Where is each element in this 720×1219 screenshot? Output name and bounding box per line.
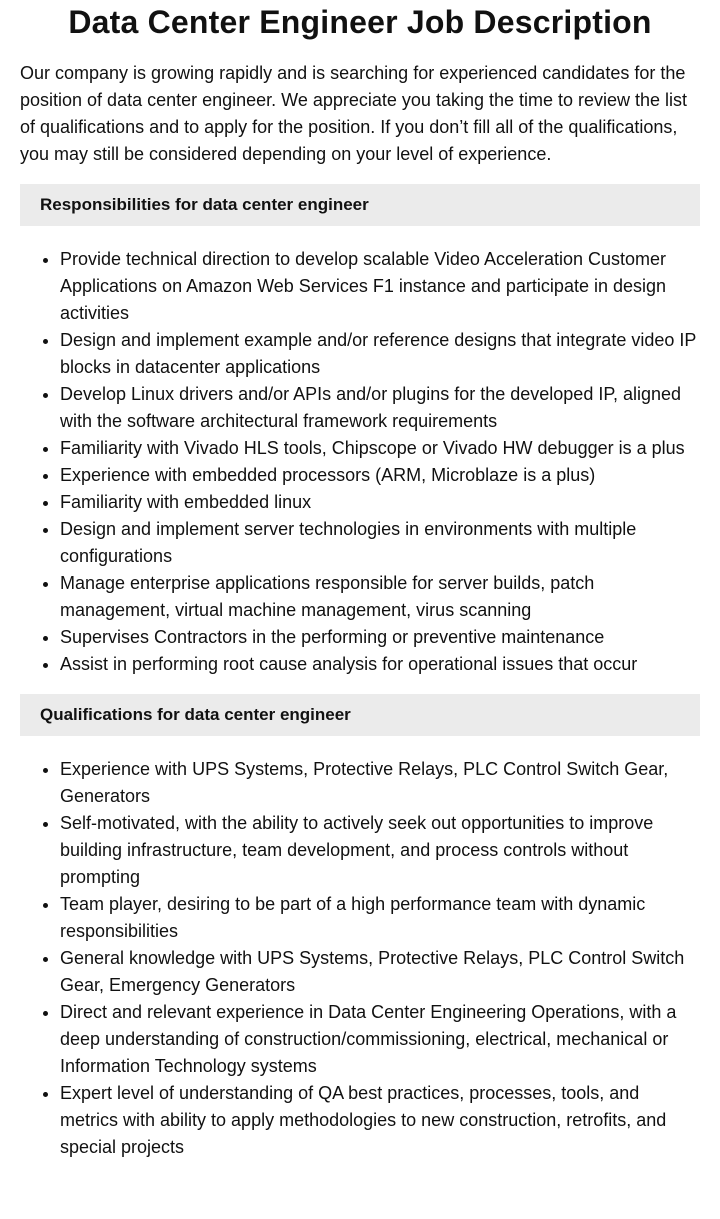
list-item: • General knowledge with UPS Systems, Protective Relays, PLC Control Switch Gear, Emergency Generators [60,945,700,999]
qualifications-list [20,756,700,1161]
list-item: • Assist in performing root cause analysis for operational issues that occur [60,651,700,678]
qualifications-heading: Qualifications for data center engineer [20,694,700,736]
list-item: • Experience with UPS Systems, Protective Relays, PLC Control Switch Gear, Generators [60,756,700,810]
page-title: Data Center Engineer Job Description [68,4,652,40]
list-item: • Design and implement server technologies in environments with multiple configurations [60,516,700,570]
list-item: • Familiarity with embedded linux [60,489,700,516]
responsibilities-list [20,246,700,678]
list-item: • Develop Linux drivers and/or APIs and/or plugins for the developed IP, aligned with the software architectural framework requirements [60,381,700,435]
responsibilities-heading: Responsibilities for data center engineer [20,184,700,226]
list-item: • Experience with embedded processors (ARM, Microblaze is a plus) [60,462,700,489]
list-item: • Direct and relevant experience in Data Center Engineering Operations, with a deep understanding of construction/commissioning, electrical, mechanical or Information Technology systems [60,999,700,1080]
list-item: • Supervises Contractors in the performing or preventive maintenance [60,624,700,651]
list-item: • Design and implement example and/or reference designs that integrate video IP blocks in datacenter applications [60,327,700,381]
list-item: • Manage enterprise applications responsible for server builds, patch management, virtual machine management, virus scanning [60,570,700,624]
list-item: • Expert level of understanding of QA best practices, processes, tools, and metrics with ability to apply methodologies to new construction, retrofits, and special projects [60,1080,700,1161]
list-item: • Familiarity with Vivado HLS tools, Chipscope or Vivado HW debugger is a plus [60,435,700,462]
list-item: • Team player, desiring to be part of a high performance team with dynamic responsibilities [60,891,700,945]
intro-paragraph: Our company is growing rapidly and is searching for experienced candidates for the position of data center engineer. We appreciate you taking the time to review the list of qualifications and to apply for the position. If you don’t fill all of the qualifications, you may still be considered depending on your level of experience. [20,63,688,164]
list-item: • Self-motivated, with the ability to actively seek out opportunities to improve building infrastructure, team development, and process controls without prompting [60,810,700,891]
list-item: • Provide technical direction to develop scalable Video Acceleration Customer Applications on Amazon Web Services F1 instance and participate in design activities [60,246,700,327]
